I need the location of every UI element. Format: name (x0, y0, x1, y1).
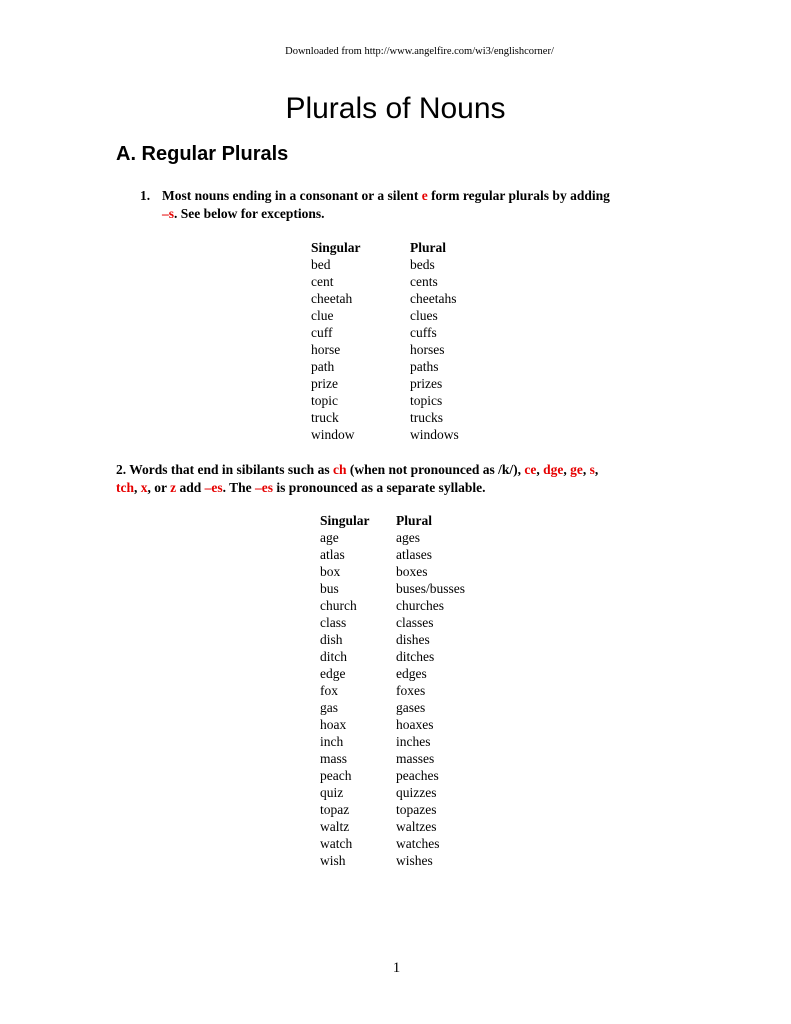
singular-cell: fox (320, 683, 338, 698)
rule-2-line-2 (116, 479, 676, 497)
highlight-ending: tch (116, 480, 134, 495)
plural-cell: windows (410, 427, 459, 442)
singular-cell: ditch (320, 649, 347, 664)
table-row (320, 682, 465, 699)
plural-cell: clues (410, 308, 438, 323)
rule-text: is pronounced as a separate syllable. (273, 480, 486, 495)
highlight-suffix: –es (255, 480, 274, 495)
table-header-row (311, 239, 459, 256)
highlight-letter: e (421, 188, 428, 203)
table-row (320, 614, 465, 631)
singular-cell: cuff (311, 325, 333, 340)
singular-cell: cheetah (311, 291, 353, 306)
highlight-suffix: –s (162, 206, 175, 221)
table-row (311, 392, 459, 409)
table-row (320, 801, 465, 818)
table-row (311, 307, 459, 324)
plural-cell: beds (410, 257, 435, 272)
table-row (320, 699, 465, 716)
plural-cell: cents (410, 274, 438, 289)
plural-cell: paths (410, 359, 439, 374)
table-row (311, 324, 459, 341)
table-row (320, 648, 465, 665)
section-heading-regular-plurals: A. Regular Plurals (116, 143, 289, 165)
highlight-ending: ce (524, 462, 537, 477)
rule-text: , (594, 462, 599, 477)
table-row (320, 631, 465, 648)
singular-cell: bed (311, 257, 331, 272)
highlight-suffix: –es (204, 480, 223, 495)
plural-cell: topazes (396, 802, 437, 817)
singular-cell: atlas (320, 547, 345, 562)
singular-cell: class (320, 615, 347, 630)
singular-cell: truck (311, 410, 339, 425)
rule-text: , or (147, 480, 171, 495)
rule-1-line-2 (140, 205, 680, 223)
rule-text: (when not pronounced as /k/), (346, 462, 525, 477)
singular-cell: window (311, 427, 355, 442)
rule-text: , (536, 462, 544, 477)
column-header-singular: Singular (311, 239, 361, 255)
singular-cell: quiz (320, 785, 344, 800)
singular-cell: wish (320, 853, 346, 868)
plural-cell: hoaxes (396, 717, 434, 732)
rule-text: 2. Words that end in sibilants such as (116, 462, 333, 477)
singular-cell: box (320, 564, 341, 579)
plural-cell: cuffs (410, 325, 437, 340)
plural-cell: peaches (396, 768, 439, 783)
rule-number: 1. (140, 188, 151, 203)
plural-cell: buses/busses (396, 581, 466, 596)
table-row (311, 273, 459, 290)
singular-cell: age (320, 530, 339, 545)
table-row (311, 256, 459, 273)
table-row (320, 665, 465, 682)
highlight-ending: dge (543, 462, 564, 477)
rule-text: , (134, 480, 141, 495)
table-row (320, 529, 465, 546)
plural-cell: ages (396, 530, 420, 545)
table-row (320, 597, 465, 614)
plurals-table-sibilants (320, 512, 465, 869)
table-row (311, 290, 459, 307)
singular-cell: path (311, 359, 335, 374)
plural-cell: horses (410, 342, 445, 357)
highlight-ending: ch (332, 462, 347, 477)
plural-cell: wishes (396, 853, 433, 868)
singular-cell: clue (311, 308, 334, 323)
table-row (320, 767, 465, 784)
singular-cell: horse (311, 342, 341, 357)
rule-text: , (582, 462, 590, 477)
table-row (311, 341, 459, 358)
rule-2-line-1 (116, 461, 676, 479)
table-row (320, 835, 465, 852)
plural-cell: boxes (396, 564, 428, 579)
page-number: 1 (392, 960, 401, 976)
rule-1-text (140, 187, 680, 223)
singular-cell: church (320, 598, 357, 613)
column-header-singular: Singular (320, 512, 370, 528)
singular-cell: cent (311, 274, 334, 289)
plural-cell: dishes (396, 632, 430, 647)
plural-cell: churches (396, 598, 444, 613)
plural-cell: gases (396, 700, 426, 715)
table-row (311, 409, 459, 426)
table-row (311, 358, 459, 375)
highlight-ending: s (589, 462, 595, 477)
table-row (320, 563, 465, 580)
singular-cell: inch (320, 734, 344, 749)
plural-cell: watches (396, 836, 440, 851)
plural-cell: quizzes (396, 785, 437, 800)
singular-cell: mass (320, 751, 347, 766)
plural-cell: atlases (396, 547, 432, 562)
table-row (320, 784, 465, 801)
highlight-ending: z (170, 480, 177, 495)
singular-cell: prize (311, 376, 338, 391)
plural-cell: trucks (410, 410, 443, 425)
singular-cell: edge (320, 666, 346, 681)
rule-text: . See below for exceptions. (174, 206, 325, 221)
singular-cell: peach (320, 768, 352, 783)
singular-cell: watch (320, 836, 353, 851)
rule-text: add (176, 480, 205, 495)
table-row (320, 750, 465, 767)
plural-cell: foxes (396, 683, 426, 698)
rule-text: . The (222, 480, 256, 495)
plural-cell: topics (410, 393, 443, 408)
table-row (320, 546, 465, 563)
rule-text: Most nouns ending in a consonant or a silent (162, 188, 422, 203)
plural-cell: masses (396, 751, 435, 766)
plural-cell: classes (396, 615, 434, 630)
table-header-row (320, 512, 465, 529)
table-row (320, 852, 465, 869)
rule-text: , (563, 462, 571, 477)
singular-cell: waltz (320, 819, 350, 834)
singular-cell: dish (320, 632, 343, 647)
rule-1-line-1 (140, 187, 680, 205)
plural-cell: cheetahs (410, 291, 457, 306)
highlight-ending: ge (570, 462, 583, 477)
singular-cell: hoax (320, 717, 347, 732)
rule-2-text (116, 461, 676, 497)
table-row (311, 426, 459, 443)
table-row (311, 375, 459, 392)
plural-cell: ditches (396, 649, 435, 664)
rule-text: form regular plurals by adding (427, 188, 610, 203)
table-row (320, 733, 465, 750)
plurals-table-regular (311, 239, 459, 443)
page-title: Plurals of Nouns (285, 92, 506, 125)
table-row (320, 716, 465, 733)
highlight-ending: x (140, 480, 148, 495)
plural-cell: waltzes (396, 819, 437, 834)
singular-cell: topaz (320, 802, 350, 817)
table-row (320, 580, 465, 597)
table-row (320, 818, 465, 835)
plural-cell: edges (396, 666, 427, 681)
column-header-plural: Plural (410, 239, 446, 255)
singular-cell: bus (320, 581, 339, 596)
singular-cell: topic (311, 393, 338, 408)
singular-cell: gas (320, 700, 338, 715)
column-header-plural: Plural (396, 512, 432, 528)
plural-cell: inches (396, 734, 431, 749)
plural-cell: prizes (410, 376, 443, 391)
source-line: Downloaded from http://www.angelfire.com/wi3/englishcorner/ (285, 46, 554, 57)
